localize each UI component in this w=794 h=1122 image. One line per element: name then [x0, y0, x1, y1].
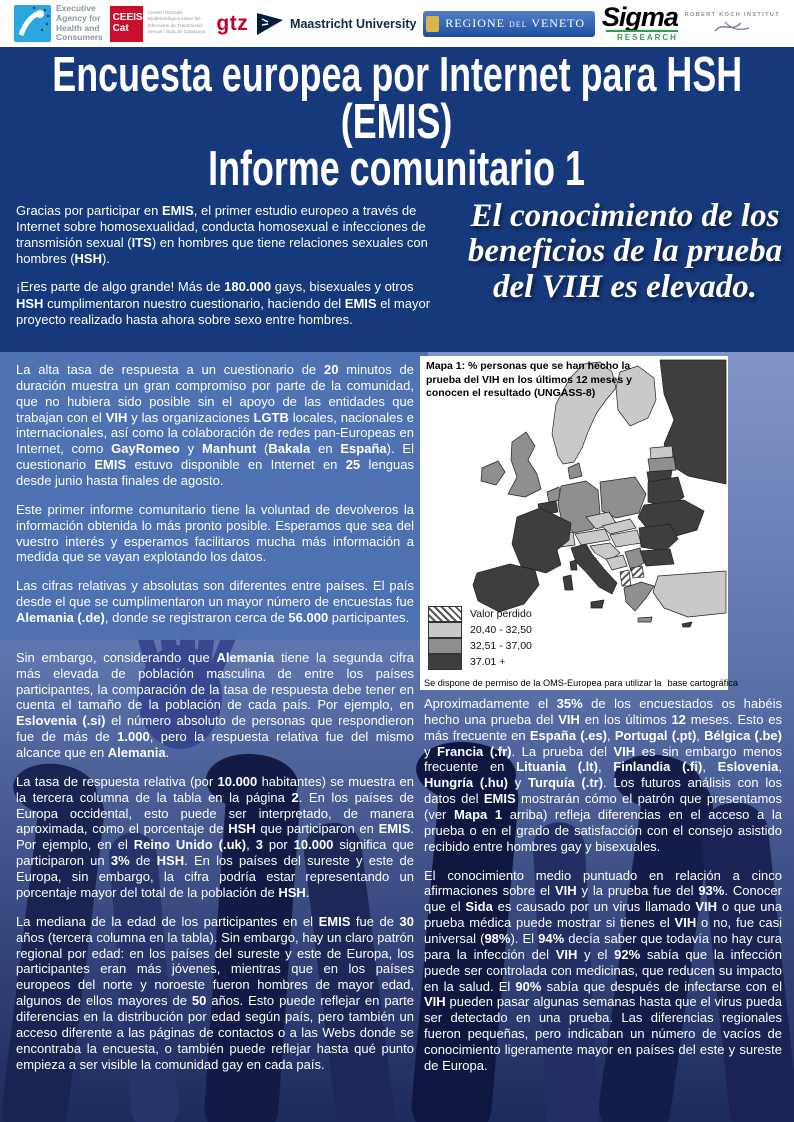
intro-paragraph: Gracias por participar en EMIS, el primer estudio europeo a través de Internet sobre homosexualidad, conducta homosexual e infecciones de transmisión sexual (ITS) en hombres que tiene relaciones sexuales con hombres (HSH).	[16, 203, 428, 267]
logo-veneto	[423, 11, 595, 37]
map-caption	[426, 360, 646, 401]
pull-quote: El conocimiento de los beneficios de la prueba del VIH es elevado.	[467, 198, 783, 305]
left-column-panel	[0, 352, 428, 640]
rki-signature-icon	[711, 19, 753, 35]
eahc-logo-icon	[14, 5, 51, 42]
body-paragraph: La alta tasa de respuesta a un cuestionario de 20 minutos de duración muestra un gran compromiso por parte de la comunidad, que no hubiera sido posible sin el apoyo de las entidades que trabajan con el VIH y las organizaciones LGTB locales, nacionales e internacionales, así como la colaboración de redes pan-Europeas en Internet, como GayRomeo y Manhunt (Bakala en España). El cuestionario EMIS estuvo disponible en Internet en 25 lenguas desde junio hasta finales de agosto.	[16, 362, 415, 489]
body-paragraph: Aproximadamente el 35% de los encuestados os habéis hecho una prueba del VIH en los últimos 12 meses. Esto es más frecuente en España (.es), Portugal (.pt), Bélgica (.be) y Francia (.fr). La prueba del VIH es sin embargo menos frecuente en Lituania (.lt), Finlandia (.fi), Eslovenia, Hungría (.hu) y Turquía (.tr). Los futuros análisis con los datos del EMIS mostrarán cómo el patrón que presentamos (ver Mapa 1 arriba) refleja diferencias en el acceso a la prueba o en el grado de satisfacción con el consejo asistido recibido entre hombres gay y bisexuales.	[424, 696, 783, 854]
intro-text	[0, 195, 456, 352]
page-title-line1: Encuesta europea por Internet para HSH	[52, 45, 742, 102]
sigma-logo-text: Sigma	[601, 1, 678, 32]
body-paragraph: La tasa de respuesta relativa (por 10.000 habitantes) se muestra en la tercera columna de la tabla en la página 2. En los países de Europa occidental, esto puede ser interpretado, de manera aproximada, como el porcentaje de HSH que participaron en EMIS. Por ejemplo, en el Reino Unido (.uk), 3 por 10.000 significa que participaron un 3% de HSH. En los países del sureste y este de Europa, sin embargo, la cifra podría estar representando un porcentaje mayor del total de la población de HSH.	[16, 773, 415, 900]
legend-row: 37.01 +	[428, 654, 532, 670]
title-band	[0, 47, 794, 195]
body-paragraph: El conocimiento medio puntuado en relación a cinco afirmaciones sobre el VIH y la prueba fue del 93%. Conocer que el Sida es causado por un virus llamado VIH o que una prueba médica puede mostrar si tienes el VIH o no, fue casi universal (98%). El 94% decía saber que todavía no hay cura para la infección del VIH y el 92% sabía que la infección puede ser controlada con medicinas, que reducen su impacto en la salud. El 90% sabía que después de infectarse con el VIH pueden pasar algunas semanas hasta que el virus pueda ser detectado en una prueba. Las diferencias regionales fueron pequeñas, pero indicaban un número de vacíos de conocimiento ligeramente mayor en países del este y sureste de Europa.	[424, 867, 782, 1073]
page-title-line3: Informe comunitario 1	[208, 139, 586, 196]
logo-rki	[685, 12, 780, 35]
maastricht-logo-icon	[255, 12, 285, 36]
body-paragraph: Este primer informe comunitario tiene la voluntad de devolveros la información obtenida lo más pronto posible. Esperamos que sea del vuestro interés y esperamos facilitaros mucha más información a medida que se vayan explotando los datos.	[16, 501, 414, 565]
body-paragraph: La mediana de la edad de los participantes en el EMIS fue de 30 años (tercera columna en la tabla). Sin embargo, hay un claro patrón regional por edad: en los países del sureste y este de Europa, los participantes eran más jóvenes, mientras que en los países europeos del norte y noroeste fueron hombres de mayor edad, algunos de ellos mayores de 50 años. Esto puede reflejar en parte diferencias en la distribución por edad según país, pero también un acceso diferente a las páginas de contactos o a las Webs donde se encontraba la encuesta, o también puede reflejar hasta qué punto empieza a ser visible la comunidad gay en cada país.	[16, 913, 414, 1072]
logo-gtz: gtz	[216, 11, 249, 35]
ceeiscat-logo-text: Centre d'Estudis Epidemiològics sobre les Infeccions de Transmissió Sexual i Sida de Catalunya	[147, 10, 206, 35]
logo-eahc	[14, 4, 103, 43]
legend-swatch-dark	[428, 654, 462, 670]
map-caption-text: % personas que se han hecho la prueba del VIH en los últimos 12 meses y conocen el resultado (UNGASS-8)	[426, 360, 632, 400]
logo-strip	[0, 0, 794, 47]
ceeiscat-logo-icon: CEEIS Cat	[110, 6, 143, 42]
veneto-lion-icon	[426, 16, 439, 32]
map-legend	[428, 606, 532, 670]
veneto-logo-text: REGIONE DEL VENETO	[445, 16, 586, 30]
map-footer: Se dispone de permiso de la OMS-Europea para utilizar la base cartográfica	[424, 678, 738, 688]
legend-swatch-mid	[428, 638, 462, 654]
sigma-logo-subtext: RESEARCH	[606, 30, 678, 42]
eahc-logo-text: Executive Agency for Health and Consumers	[56, 2, 103, 43]
logo-ceeiscat	[110, 6, 210, 42]
legend-row: 20,40 - 32,50	[428, 622, 532, 638]
left-column	[0, 352, 428, 1085]
legend-swatch-light	[428, 622, 462, 638]
map-1-card	[420, 356, 738, 690]
body-section	[0, 352, 794, 1122]
logo-maastricht	[255, 12, 416, 36]
legend-row: 32,51 - 37,00	[428, 638, 532, 654]
maastricht-logo-text: Maastricht University	[290, 16, 417, 31]
legend-row: Valor perdido	[428, 606, 532, 622]
page-title-line2: (EMIS)	[341, 92, 453, 149]
body-paragraph: Las cifras relativas y absolutas son diferentes entre países. El país desde el que se cumplimentaron un mayor número de encuestas fue Alemania (.de), donde se registraron cerca de 56.000 participantes.	[16, 578, 414, 626]
logo-sigma	[601, 1, 678, 43]
intro-paragraph: ¡Eres parte de algo grande! Más de 180.000 gays, bisexuales y otros HSH cumplimentaron nuestro cuestionario, haciendo del EMIS el mayor proyecto realizado hasta ahora sobre sexo entre hombres.	[16, 279, 431, 327]
intro-section	[0, 195, 794, 352]
left-column-continued	[0, 640, 428, 1072]
body-paragraph: Sin embargo, considerando que Alemania tiene la segunda cifra más elevada de población masculina de entre los países participantes, la comparación de la tasa de respuesta debe tener en cuenta el tamaño de la población de cada país. Por ejemplo, en Eslovenia (.si) el número absoluto de personas que respondieron fue de más de 1.000, pero la respuesta relativa fue del mismo alcance que en Alemania.	[16, 649, 414, 761]
rki-logo-text: ROBERT KOCH INSTITUT	[684, 12, 780, 18]
legend-swatch-missing	[428, 606, 462, 622]
right-column	[424, 696, 782, 1087]
map-caption-label: Mapa 1:	[426, 360, 466, 372]
